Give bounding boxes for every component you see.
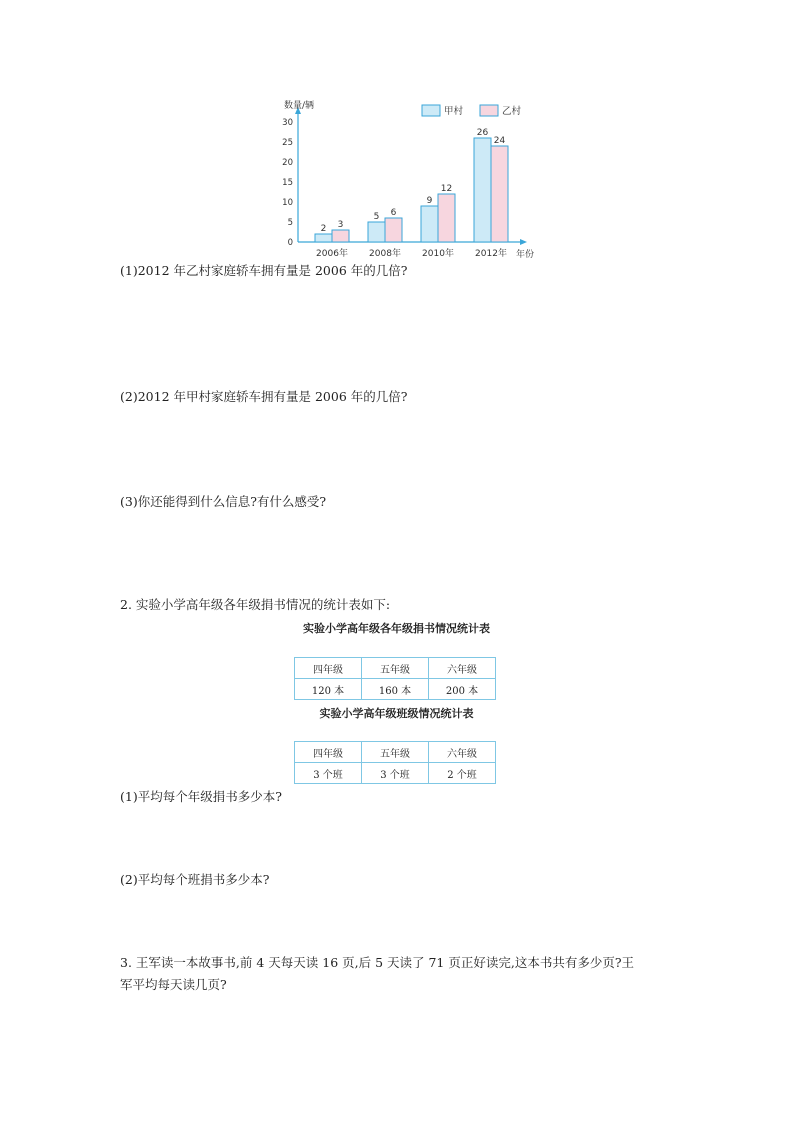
chart-bars: [315, 128, 508, 242]
bar: [438, 194, 455, 242]
table-header-row: [295, 658, 496, 679]
y-tick-label: 0: [287, 238, 293, 248]
table-header-cell: 五年级: [362, 742, 429, 763]
question-2-1: (1)平均每个年级捐书多少本?: [120, 789, 282, 804]
bar-value-label: 6: [390, 208, 397, 218]
problem-3-line-1: 3. 王军读一本故事书,前 4 天每天读 16 页,后 5 天读了 71 页正好读完,这本书共有多少页?王: [120, 955, 635, 970]
y-tick-label: 30: [282, 118, 293, 128]
problem-2-intro: 2. 实验小学高年级各年级捐书情况的统计表如下:: [120, 597, 391, 612]
y-tick-labels: [282, 118, 293, 248]
bar: [332, 230, 349, 242]
x-tick-labels: [316, 247, 507, 259]
y-tick-label: 5: [287, 218, 293, 228]
x-axis-arrow: [520, 239, 527, 245]
legend-swatch: [422, 105, 440, 116]
table-1-title: 实验小学高年级各年级捐书情况统计表: [303, 622, 490, 635]
bar: [491, 146, 508, 242]
table-cell: 120 本: [295, 679, 362, 700]
x-tick-label: 2010年: [422, 249, 454, 259]
bar-value-label: 24: [493, 136, 506, 146]
bar-value-label: 12: [440, 184, 453, 194]
class-table: [294, 741, 496, 784]
table-cell: 3 个班: [362, 763, 429, 784]
x-tick-label: 2006年: [316, 249, 348, 259]
bar: [368, 222, 385, 242]
y-tick-label: 25: [282, 138, 293, 148]
bar: [421, 206, 438, 242]
table-header-cell: 六年级: [429, 742, 496, 763]
table-row: [295, 679, 496, 700]
table-cell: 160 本: [362, 679, 429, 700]
question-1-1: (1)2012 年乙村家庭轿车拥有量是 2006 年的几倍?: [120, 263, 408, 278]
problem-3-line-2: 军平均每天读几页?: [120, 977, 227, 992]
table-cell: 200 本: [429, 679, 496, 700]
bar-value-label: 9: [426, 196, 433, 206]
legend-label: 乙村: [502, 106, 522, 117]
bar: [315, 234, 332, 242]
table-row: [295, 763, 496, 784]
chart-legend: [422, 105, 522, 117]
donation-table: [294, 657, 496, 700]
bar-value-label: 5: [373, 212, 380, 222]
table-header-cell: 四年级: [295, 658, 362, 679]
x-tick-label: 2012年: [475, 249, 507, 259]
table-2-title: 实验小学高年级班级情况统计表: [319, 707, 474, 720]
x-tick-label: 2008年: [369, 249, 401, 259]
y-tick-label: 15: [282, 178, 293, 188]
y-tick-label: 10: [282, 198, 293, 208]
table-header-cell: 五年级: [362, 658, 429, 679]
x-axis-label: 年份: [516, 250, 535, 260]
table-header-cell: 六年级: [429, 658, 496, 679]
table-header-row: [295, 742, 496, 763]
bar-value-label: 26: [476, 128, 489, 138]
question-1-2: (2)2012 年甲村家庭轿车拥有量是 2006 年的几倍?: [120, 389, 408, 404]
bar: [385, 218, 402, 242]
bar: [474, 138, 491, 242]
bar-chart: [270, 95, 550, 265]
y-axis-label: 数量/辆: [284, 101, 315, 111]
y-tick-label: 20: [282, 158, 293, 168]
question-2-2: (2)平均每个班捐书多少本?: [120, 872, 270, 887]
question-1-3: (3)你还能得到什么信息?有什么感受?: [120, 494, 327, 509]
bar-value-label: 2: [320, 224, 327, 234]
legend-label: 甲村: [444, 106, 464, 117]
legend-swatch: [480, 105, 498, 116]
bar-value-label: 3: [337, 220, 344, 230]
table-cell: 2 个班: [429, 763, 496, 784]
table-cell: 3 个班: [295, 763, 362, 784]
table-header-cell: 四年级: [295, 742, 362, 763]
